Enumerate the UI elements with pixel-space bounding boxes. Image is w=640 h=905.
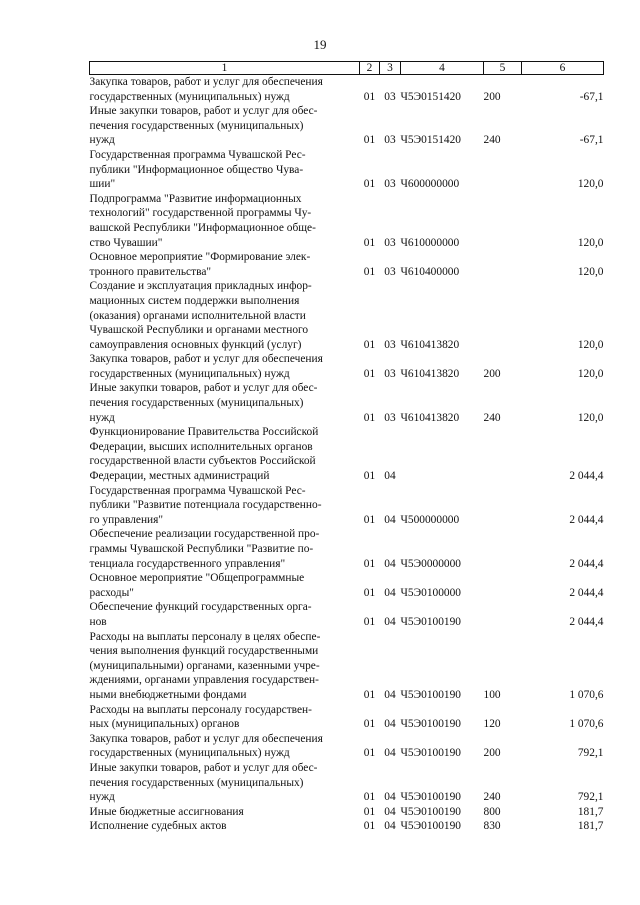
row-amount: 2 044,4 — [569, 615, 604, 628]
row-subsection-code: 04 — [384, 688, 396, 701]
table-row — [90, 75, 604, 105]
description-line: государственных (муниципальных) нужд — [89, 90, 290, 103]
row-target-article: Ч610413820 — [400, 338, 460, 351]
row-description — [90, 381, 360, 425]
row-section-code: 01 — [363, 411, 376, 424]
row-target-article: Ч5Э0100190 — [400, 718, 461, 731]
row-subsection-code: 04 — [384, 805, 396, 818]
row-subsection-code: 03 — [384, 90, 396, 103]
row-description — [90, 148, 360, 192]
row-expense-type: 200 — [483, 90, 501, 103]
row-amount: 2 044,4 — [569, 513, 604, 526]
table-row — [90, 381, 604, 425]
row-description — [90, 352, 360, 381]
table-header-row — [90, 62, 604, 75]
row-target-article: Ч5Э0100190 — [400, 791, 461, 804]
row-subsection-code: 03 — [384, 338, 396, 351]
header-col-1: 1 — [90, 62, 360, 75]
description-line: го управления" — [89, 513, 164, 526]
row-description — [90, 250, 360, 279]
row-expense-type: 800 — [483, 805, 501, 818]
row-amount: 181,7 — [577, 820, 604, 833]
description-line: Основное мероприятие "Формирование элек- — [89, 251, 311, 264]
row-expense-type: 240 — [483, 791, 501, 804]
description-line: государственной власти субъектов Российской — [89, 455, 316, 468]
description-line: печения государственных (муниципальных) — [89, 397, 304, 410]
row-amount: 2 044,4 — [569, 470, 604, 483]
description-line: Основное мероприятие "Общепрограммные — [89, 572, 305, 585]
row-description — [90, 571, 360, 600]
description-line: тенциала государственного управления" — [89, 557, 286, 570]
description-line: публики "Развитие потенциала государственно- — [89, 499, 322, 512]
row-description — [90, 192, 360, 250]
row-section-code: 01 — [363, 265, 376, 278]
row-expense-type: 200 — [483, 367, 501, 380]
header-col-5: 5 — [484, 62, 522, 75]
row-expense-type — [484, 484, 522, 528]
description-line: нужд — [89, 411, 115, 424]
table-row — [90, 732, 604, 761]
header-col-4: 4 — [401, 62, 484, 75]
table-row — [90, 819, 604, 834]
row-subsection-code: 03 — [384, 178, 396, 191]
description-line: нужд — [89, 134, 115, 147]
description-line: (оказания) органами исполнительной власти — [89, 309, 306, 322]
row-target-article: Ч5Э0100190 — [400, 615, 461, 628]
description-line: Исполнение судебных актов — [89, 820, 227, 833]
row-description — [90, 703, 360, 732]
row-amount: 120,0 — [577, 178, 604, 191]
row-section-code: 01 — [363, 236, 376, 249]
row-subsection-code: 04 — [384, 718, 396, 731]
row-subsection-code: 03 — [384, 411, 396, 424]
row-amount: 1 070,6 — [569, 688, 604, 701]
description-line: государственных (муниципальных) нужд — [89, 747, 290, 760]
description-line: граммы Чувашской Республики "Развитие по- — [89, 543, 314, 555]
row-target-article: Ч5Э0100190 — [400, 820, 461, 833]
description-line: Обеспечение реализации государственной про- — [89, 528, 320, 541]
row-expense-type — [484, 527, 522, 571]
row-description — [90, 484, 360, 528]
row-expense-type: 120 — [483, 718, 501, 731]
row-expense-type — [484, 250, 522, 279]
row-subsection-code: 04 — [384, 791, 396, 804]
table-row — [90, 571, 604, 600]
description-line: шии" — [89, 178, 116, 191]
row-subsection-code: 03 — [384, 134, 396, 147]
description-line: технологий" государственной программы Чу- — [89, 207, 312, 220]
table-row — [90, 192, 604, 250]
row-amount: 792,1 — [577, 791, 604, 804]
table-row — [90, 527, 604, 571]
row-description — [90, 600, 360, 629]
row-target-article: Ч610413820 — [400, 411, 460, 424]
row-subsection-code: 04 — [384, 513, 396, 526]
header-col-6: 6 — [522, 62, 604, 75]
description-line: Закупка товаров, работ и услуг для обеспечения — [89, 353, 323, 366]
row-section-code: 01 — [363, 820, 376, 833]
row-expense-type — [484, 148, 522, 192]
table-row — [90, 761, 604, 805]
row-target-article: Ч5Э0151420 — [400, 134, 461, 147]
row-amount: 120,0 — [577, 338, 604, 351]
table-row — [90, 352, 604, 381]
row-section-code: 01 — [363, 470, 376, 483]
description-line: нов — [89, 615, 107, 628]
description-line: чения выполнения функций государственными — [89, 645, 319, 658]
row-subsection-code: 03 — [384, 367, 396, 380]
description-line: Иные закупки товаров, работ и услуг для обес- — [89, 105, 318, 118]
description-line: печения государственных (муниципальных) — [89, 776, 304, 789]
description-line: мационных систем поддержки выполнения — [89, 294, 300, 307]
row-target-article: Ч610413820 — [400, 367, 460, 380]
row-amount: 120,0 — [577, 411, 604, 424]
row-target-article: Ч5Э0100000 — [400, 586, 461, 599]
table-body — [90, 75, 604, 834]
row-amount: 120,0 — [577, 236, 604, 249]
description-line: Создание и эксплуатация прикладных инфор- — [89, 280, 312, 293]
row-section-code: 01 — [363, 586, 376, 599]
row-subsection-code: 03 — [384, 265, 396, 278]
row-amount: 792,1 — [577, 747, 604, 760]
row-target-article: Ч500000000 — [400, 513, 460, 526]
row-expense-type: 100 — [483, 688, 501, 701]
table-row — [90, 279, 604, 352]
description-line: Расходы на выплаты персоналу в целях обеспе- — [89, 630, 321, 643]
row-description — [90, 630, 360, 703]
row-description — [90, 75, 360, 105]
description-line: Иные закупки товаров, работ и услуг для обес- — [89, 761, 318, 774]
table-row — [90, 630, 604, 703]
row-section-code: 01 — [363, 338, 376, 351]
row-section-code: 01 — [363, 688, 376, 701]
row-expense-type: 240 — [483, 411, 501, 424]
row-target-article: Ч610400000 — [400, 265, 460, 278]
description-line: Расходы на выплаты персоналу государствен- — [89, 703, 312, 716]
description-line: ными внебюджетными фондами — [89, 688, 247, 701]
header-col-3: 3 — [380, 62, 401, 75]
row-amount: 1 070,6 — [569, 718, 604, 731]
table-row — [90, 148, 604, 192]
row-section-code: 01 — [363, 178, 376, 191]
description-line: печения государственных (муниципальных) — [89, 119, 304, 132]
description-line: Государственная программа Чувашской Рес- — [89, 484, 306, 497]
description-line: Иные закупки товаров, работ и услуг для обес- — [89, 382, 318, 395]
row-description — [90, 732, 360, 761]
row-description — [90, 104, 360, 148]
row-subsection-code: 03 — [384, 236, 396, 249]
row-description — [90, 425, 360, 483]
row-target-article — [401, 425, 484, 483]
description-line: государственных (муниципальных) нужд — [89, 367, 290, 380]
row-section-code: 01 — [363, 367, 376, 380]
description-line: тронного правительства" — [89, 265, 212, 278]
table-row — [90, 484, 604, 528]
description-line: Закупка товаров, работ и услуг для обеспечения — [89, 732, 323, 745]
description-line: Закупка товаров, работ и услуг для обеспечения — [89, 76, 323, 88]
row-amount: -67,1 — [579, 90, 604, 103]
row-section-code: 01 — [363, 747, 376, 760]
row-description — [90, 279, 360, 352]
row-amount: -67,1 — [579, 134, 604, 147]
row-section-code: 01 — [363, 557, 376, 570]
row-description — [90, 819, 360, 834]
description-line: публики "Информационное общество Чува- — [89, 163, 304, 176]
row-section-code: 01 — [363, 90, 376, 103]
table-row — [90, 250, 604, 279]
row-section-code: 01 — [363, 134, 376, 147]
row-section-code: 01 — [363, 805, 376, 818]
header-col-2: 2 — [360, 62, 380, 75]
row-expense-type: 240 — [483, 134, 501, 147]
row-expense-type: 200 — [483, 747, 501, 760]
row-expense-type: 830 — [483, 820, 501, 833]
row-amount: 120,0 — [577, 367, 604, 380]
row-subsection-code: 04 — [384, 747, 396, 760]
description-line: ных (муниципальных) органов — [89, 718, 240, 731]
row-subsection-code: 04 — [384, 586, 396, 599]
description-line: нужд — [89, 791, 115, 804]
row-expense-type — [484, 600, 522, 629]
row-target-article: Ч5Э0151420 — [400, 90, 461, 103]
description-line: расходы" — [89, 586, 134, 599]
table-row — [90, 104, 604, 148]
row-expense-type — [484, 279, 522, 352]
row-section-code: 01 — [363, 791, 376, 804]
row-subsection-code: 04 — [384, 820, 396, 833]
row-target-article: Ч5Э0100190 — [400, 688, 461, 701]
row-section-code: 01 — [363, 615, 376, 628]
row-description — [90, 805, 360, 820]
row-target-article: Ч5Э0000000 — [400, 557, 461, 570]
description-line: Подпрограмма "Развитие информационных — [89, 192, 302, 205]
description-line: Функционирование Правительства Российской — [89, 426, 319, 439]
table-row — [90, 425, 604, 483]
row-description — [90, 761, 360, 805]
row-target-article: Ч5Э0100190 — [400, 747, 461, 760]
row-amount: 120,0 — [577, 265, 604, 278]
table-row — [90, 805, 604, 820]
row-section-code: 01 — [363, 718, 376, 731]
row-amount: 2 044,4 — [569, 586, 604, 599]
description-line: ство Чувашии" — [89, 236, 163, 249]
page-number: 19 — [313, 37, 327, 52]
description-line: Федерации, высших исполнительных органов — [89, 440, 313, 453]
table-row — [90, 600, 604, 629]
description-line: (муниципальными) органами, казенными учре- — [89, 659, 320, 672]
row-amount: 2 044,4 — [569, 557, 604, 570]
description-line: Обеспечение функций государственных орга- — [89, 601, 312, 614]
description-line: вашской Республики "Информационное обще- — [89, 221, 316, 234]
description-line: Иные бюджетные ассигнования — [89, 805, 244, 818]
row-target-article: Ч5Э0100190 — [400, 805, 461, 818]
description-line: ждениями, органами управления государствен- — [89, 674, 319, 687]
row-subsection-code: 04 — [384, 615, 396, 628]
description-line: самоуправления основных функций (услуг) — [89, 338, 302, 351]
description-line: Государственная программа Чувашской Рес- — [89, 148, 306, 161]
description-line: Федерации, местных администраций — [89, 470, 270, 483]
row-subsection-code: 04 — [384, 557, 396, 570]
row-target-article: Ч600000000 — [400, 178, 460, 191]
description-line: Чувашской Республики и органами местного — [89, 324, 309, 337]
row-target-article: Ч610000000 — [400, 236, 460, 249]
row-expense-type — [484, 571, 522, 600]
row-amount: 181,7 — [577, 805, 604, 818]
budget-table — [89, 61, 604, 834]
row-expense-type — [484, 425, 522, 483]
table-row — [90, 703, 604, 732]
row-description — [90, 527, 360, 571]
row-subsection-code: 04 — [384, 470, 396, 483]
row-expense-type — [484, 192, 522, 250]
row-section-code: 01 — [363, 513, 376, 526]
